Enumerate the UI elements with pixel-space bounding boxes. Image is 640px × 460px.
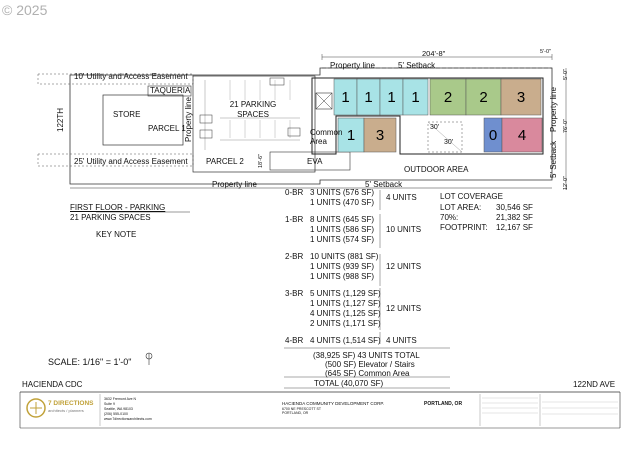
unit-type-1: 1-BR bbox=[285, 215, 304, 224]
unit-type-4: 4-BR bbox=[285, 336, 304, 345]
top-unit-label-3: 1 bbox=[411, 89, 420, 106]
easement-bottom-label: 25' Utility and Access Easement bbox=[74, 157, 188, 166]
floor-note: FIRST FLOOR - PARKING bbox=[70, 203, 166, 212]
lot-row-value-1: 21,382 SF bbox=[496, 213, 533, 222]
bottom-unit-label-3: 4 bbox=[517, 127, 527, 144]
street-right: 122ND AVE bbox=[573, 380, 616, 389]
lot-coverage-title: LOT COVERAGE bbox=[440, 192, 503, 201]
lot-row-value-2: 12,167 SF bbox=[496, 223, 533, 232]
firm-addr-line-4: www.7directionsarchitects.com bbox=[104, 417, 152, 421]
unit-line-0-1: 1 UNITS (470 SF) bbox=[310, 198, 375, 207]
unit-total-4: 4 UNITS bbox=[386, 336, 417, 345]
unit-total-3: 12 UNITS bbox=[386, 304, 422, 313]
dim-18ft: 18'-6" bbox=[258, 153, 264, 168]
unit-line-2-0: 10 UNITS (881 SF) bbox=[310, 252, 379, 261]
unit-line-0-0: 3 UNITS (576 SF) bbox=[310, 188, 375, 197]
dim-total: 204'-8" bbox=[422, 49, 446, 58]
setback-top: 5' Setback bbox=[398, 61, 436, 70]
unit-line-3-1: 1 UNITS (1,127 SF) bbox=[310, 299, 381, 308]
parking-spaces-label: 21 PARKING SPACES bbox=[229, 100, 277, 119]
property-line-bottom: Property line bbox=[212, 180, 257, 189]
unit-line-4-0: 4 UNITS (1,514 SF) bbox=[310, 336, 381, 345]
client-name: HACIENDA COMMUNITY DEVELOPMENT CORP. bbox=[282, 401, 385, 406]
top-unit-label-6: 3 bbox=[516, 89, 526, 106]
firm-addr-line-2: Seattle, WA 98103 bbox=[104, 407, 133, 411]
dim-12ft: 12'-0" bbox=[563, 175, 569, 190]
totals-line3: (645 SF) Common Area bbox=[325, 369, 410, 378]
property-line-right: Property line bbox=[549, 87, 558, 132]
unit-line-1-1: 1 UNITS (586 SF) bbox=[310, 225, 375, 234]
store-label: STORE bbox=[113, 110, 141, 119]
firm-addr-line-0: 3632 Fremont Ave N bbox=[104, 397, 137, 401]
watermark: © 2025 bbox=[2, 2, 48, 18]
scale-note: SCALE: 1/16" = 1'-0" bbox=[48, 357, 132, 367]
eva-label: EVA bbox=[307, 157, 323, 166]
client-addr-2: PORTLAND, OR bbox=[282, 411, 309, 415]
key-note: KEY NOTE bbox=[96, 230, 137, 239]
bottom-unit-label-1: 3 bbox=[375, 127, 385, 144]
top-unit-label-5: 2 bbox=[479, 89, 488, 106]
bottom-unit-label-0: 1 bbox=[346, 127, 356, 144]
outdoor-area-label: OUTDOOR AREA bbox=[404, 165, 469, 174]
unit-type-0: 0-BR bbox=[285, 188, 304, 197]
firm-name: 7 DIRECTIONS bbox=[48, 400, 94, 407]
parcel2-label: PARCEL 2 bbox=[206, 157, 244, 166]
dim-76ft: 76'-0" bbox=[563, 118, 569, 133]
setback-bottom: 5' Setback bbox=[365, 180, 403, 189]
firm-sub: architects / planners bbox=[48, 408, 84, 413]
property-line-left: Property line bbox=[184, 97, 193, 142]
project-name: HACIENDA CDC bbox=[22, 380, 83, 389]
common-area-label: Common Area bbox=[310, 128, 343, 146]
property-line-top: Property line bbox=[330, 61, 375, 70]
lot-row-label-1: 70%: bbox=[440, 213, 459, 222]
street-left: 122TH bbox=[56, 107, 65, 132]
parking-note: 21 PARKING SPACES bbox=[70, 213, 151, 222]
dim-5ft-top: 5'-0" bbox=[540, 49, 551, 55]
totals-line1: (38,925 SF) 43 UNITS TOTAL bbox=[313, 351, 420, 360]
unit-line-3-0: 5 UNITS (1,129 SF) bbox=[310, 289, 381, 298]
units-top bbox=[334, 79, 541, 115]
firm-addr-line-3: (206) 555-0100 bbox=[104, 412, 128, 416]
location: PORTLAND, OR bbox=[424, 401, 463, 407]
unit-line-3-3: 2 UNITS (1,171 SF) bbox=[310, 319, 381, 328]
setback-right: 5' Setback bbox=[549, 140, 558, 178]
unit-total-1: 10 UNITS bbox=[386, 225, 422, 234]
top-unit-label-2: 1 bbox=[387, 89, 396, 106]
lot-row-value-0: 30,546 SF bbox=[496, 203, 533, 212]
unit-line-1-2: 1 UNITS (574 SF) bbox=[310, 235, 375, 244]
bottom-unit-label-2: 0 bbox=[488, 127, 498, 144]
taqueria-label: TAQUERIA bbox=[150, 86, 191, 95]
top-unit-label-0: 1 bbox=[341, 89, 350, 106]
easement-top-label: 10' Utility and Access Easement bbox=[74, 72, 188, 81]
top-unit-label-1: 1 bbox=[364, 89, 373, 106]
unit-total-0: 4 UNITS bbox=[386, 193, 417, 202]
client-addr-1: 6700 NE PRESCOTT ST bbox=[282, 407, 322, 411]
firm-addr-line-1: Suite 9 bbox=[104, 402, 115, 406]
totals-total: TOTAL (40,070 SF) bbox=[314, 379, 384, 388]
dim-30-b: 30' bbox=[444, 139, 454, 146]
parcel1-label: PARCEL 1 bbox=[148, 124, 186, 133]
unit-line-2-1: 1 UNITS (939 SF) bbox=[310, 262, 375, 271]
unit-type-3: 3-BR bbox=[285, 289, 304, 298]
dim-30-a: 30' bbox=[430, 124, 440, 131]
unit-line-3-2: 4 UNITS (1,125 SF) bbox=[310, 309, 381, 318]
lot-row-label-0: LOT AREA: bbox=[440, 203, 482, 212]
store-building bbox=[103, 95, 183, 145]
lot-row-label-2: FOOTPRINT: bbox=[440, 223, 488, 232]
dim-5ft: 5'-0" bbox=[563, 69, 569, 80]
units-bottom bbox=[338, 118, 542, 152]
unit-line-2-2: 1 UNITS (988 SF) bbox=[310, 272, 375, 281]
unit-line-1-0: 8 UNITS (645 SF) bbox=[310, 215, 375, 224]
totals-line2: (500 SF) Elevator / Stairs bbox=[325, 360, 415, 369]
unit-total-2: 12 UNITS bbox=[386, 262, 422, 271]
top-unit-label-4: 2 bbox=[443, 89, 453, 106]
unit-type-2: 2-BR bbox=[285, 252, 304, 261]
